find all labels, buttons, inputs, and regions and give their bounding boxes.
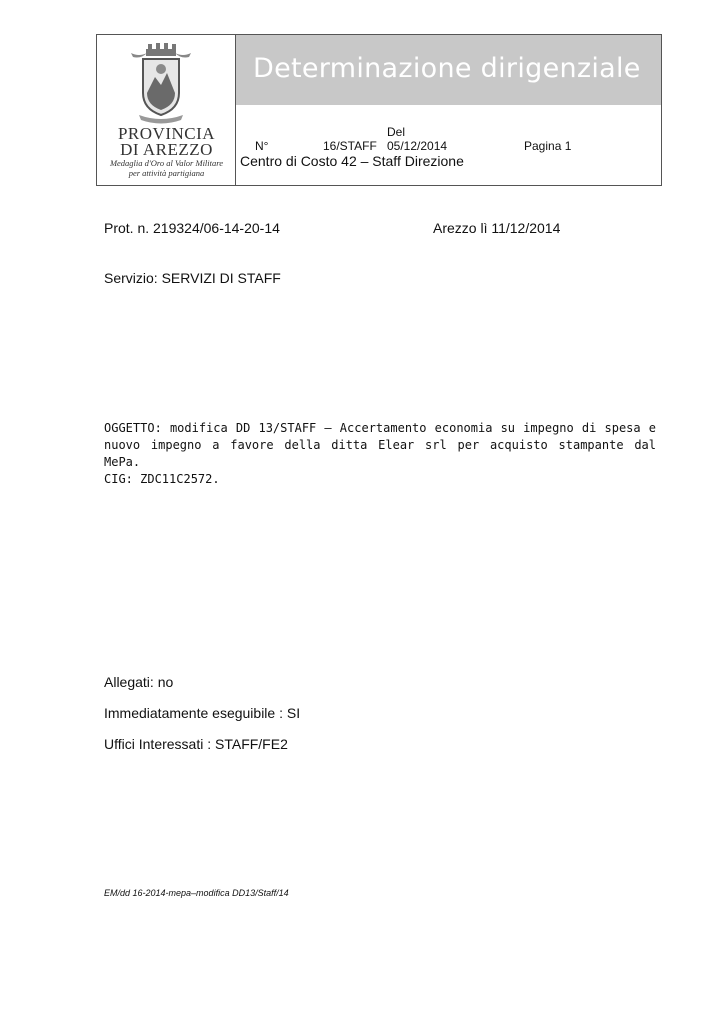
province-name-line2: DI AREZZO xyxy=(120,140,213,159)
number-label: N° xyxy=(255,139,269,153)
medal-caption-line1: Medaglia d'Oro al Valor Militare xyxy=(109,158,224,168)
province-name-line1: PROVINCIA xyxy=(117,124,216,143)
coat-of-arms-icon xyxy=(129,43,193,125)
document-date: 05/12/2014 xyxy=(387,139,448,153)
document-title: Determinazione dirigenziale xyxy=(253,53,641,84)
protocol-number: Prot. n. 219324/06-14-20-14 xyxy=(104,220,280,236)
place-date: Arezzo lì 11/12/2014 xyxy=(433,220,561,236)
province-logo xyxy=(97,35,236,185)
subject-line: OGGETTO: modifica DD 13/STAFF – Accertamento economia su impegno di spesa e xyxy=(104,421,656,435)
del-label: Del xyxy=(387,125,406,139)
number-value: 16/STAFF xyxy=(323,139,377,153)
offices-line: Uffici Interessati : STAFF/FE2 xyxy=(104,736,288,752)
title-band xyxy=(236,35,661,105)
header-info xyxy=(236,35,661,185)
subject-line: CIG: ZDC11C2572. xyxy=(104,472,220,486)
subject-line: nuovo impegno a favore della ditta Elear srl per acquisto stampante dal MePa. xyxy=(104,438,656,469)
footer-reference: EM/dd 16-2014-mepa–modifica DD13/Staff/14 xyxy=(104,888,289,898)
medal-caption-line2: per attività partigiana xyxy=(128,168,205,178)
attachments-line: Allegati: no xyxy=(104,674,174,690)
page-number: Pagina 1 xyxy=(524,139,572,153)
executable-line: Immediatamente eseguibile : SI xyxy=(104,705,301,721)
subject-block xyxy=(104,420,656,488)
cost-center: Centro di Costo 42 – Staff Direzione xyxy=(240,153,464,169)
document-header xyxy=(96,34,662,186)
service-line: Servizio: SERVIZI DI STAFF xyxy=(104,270,281,286)
